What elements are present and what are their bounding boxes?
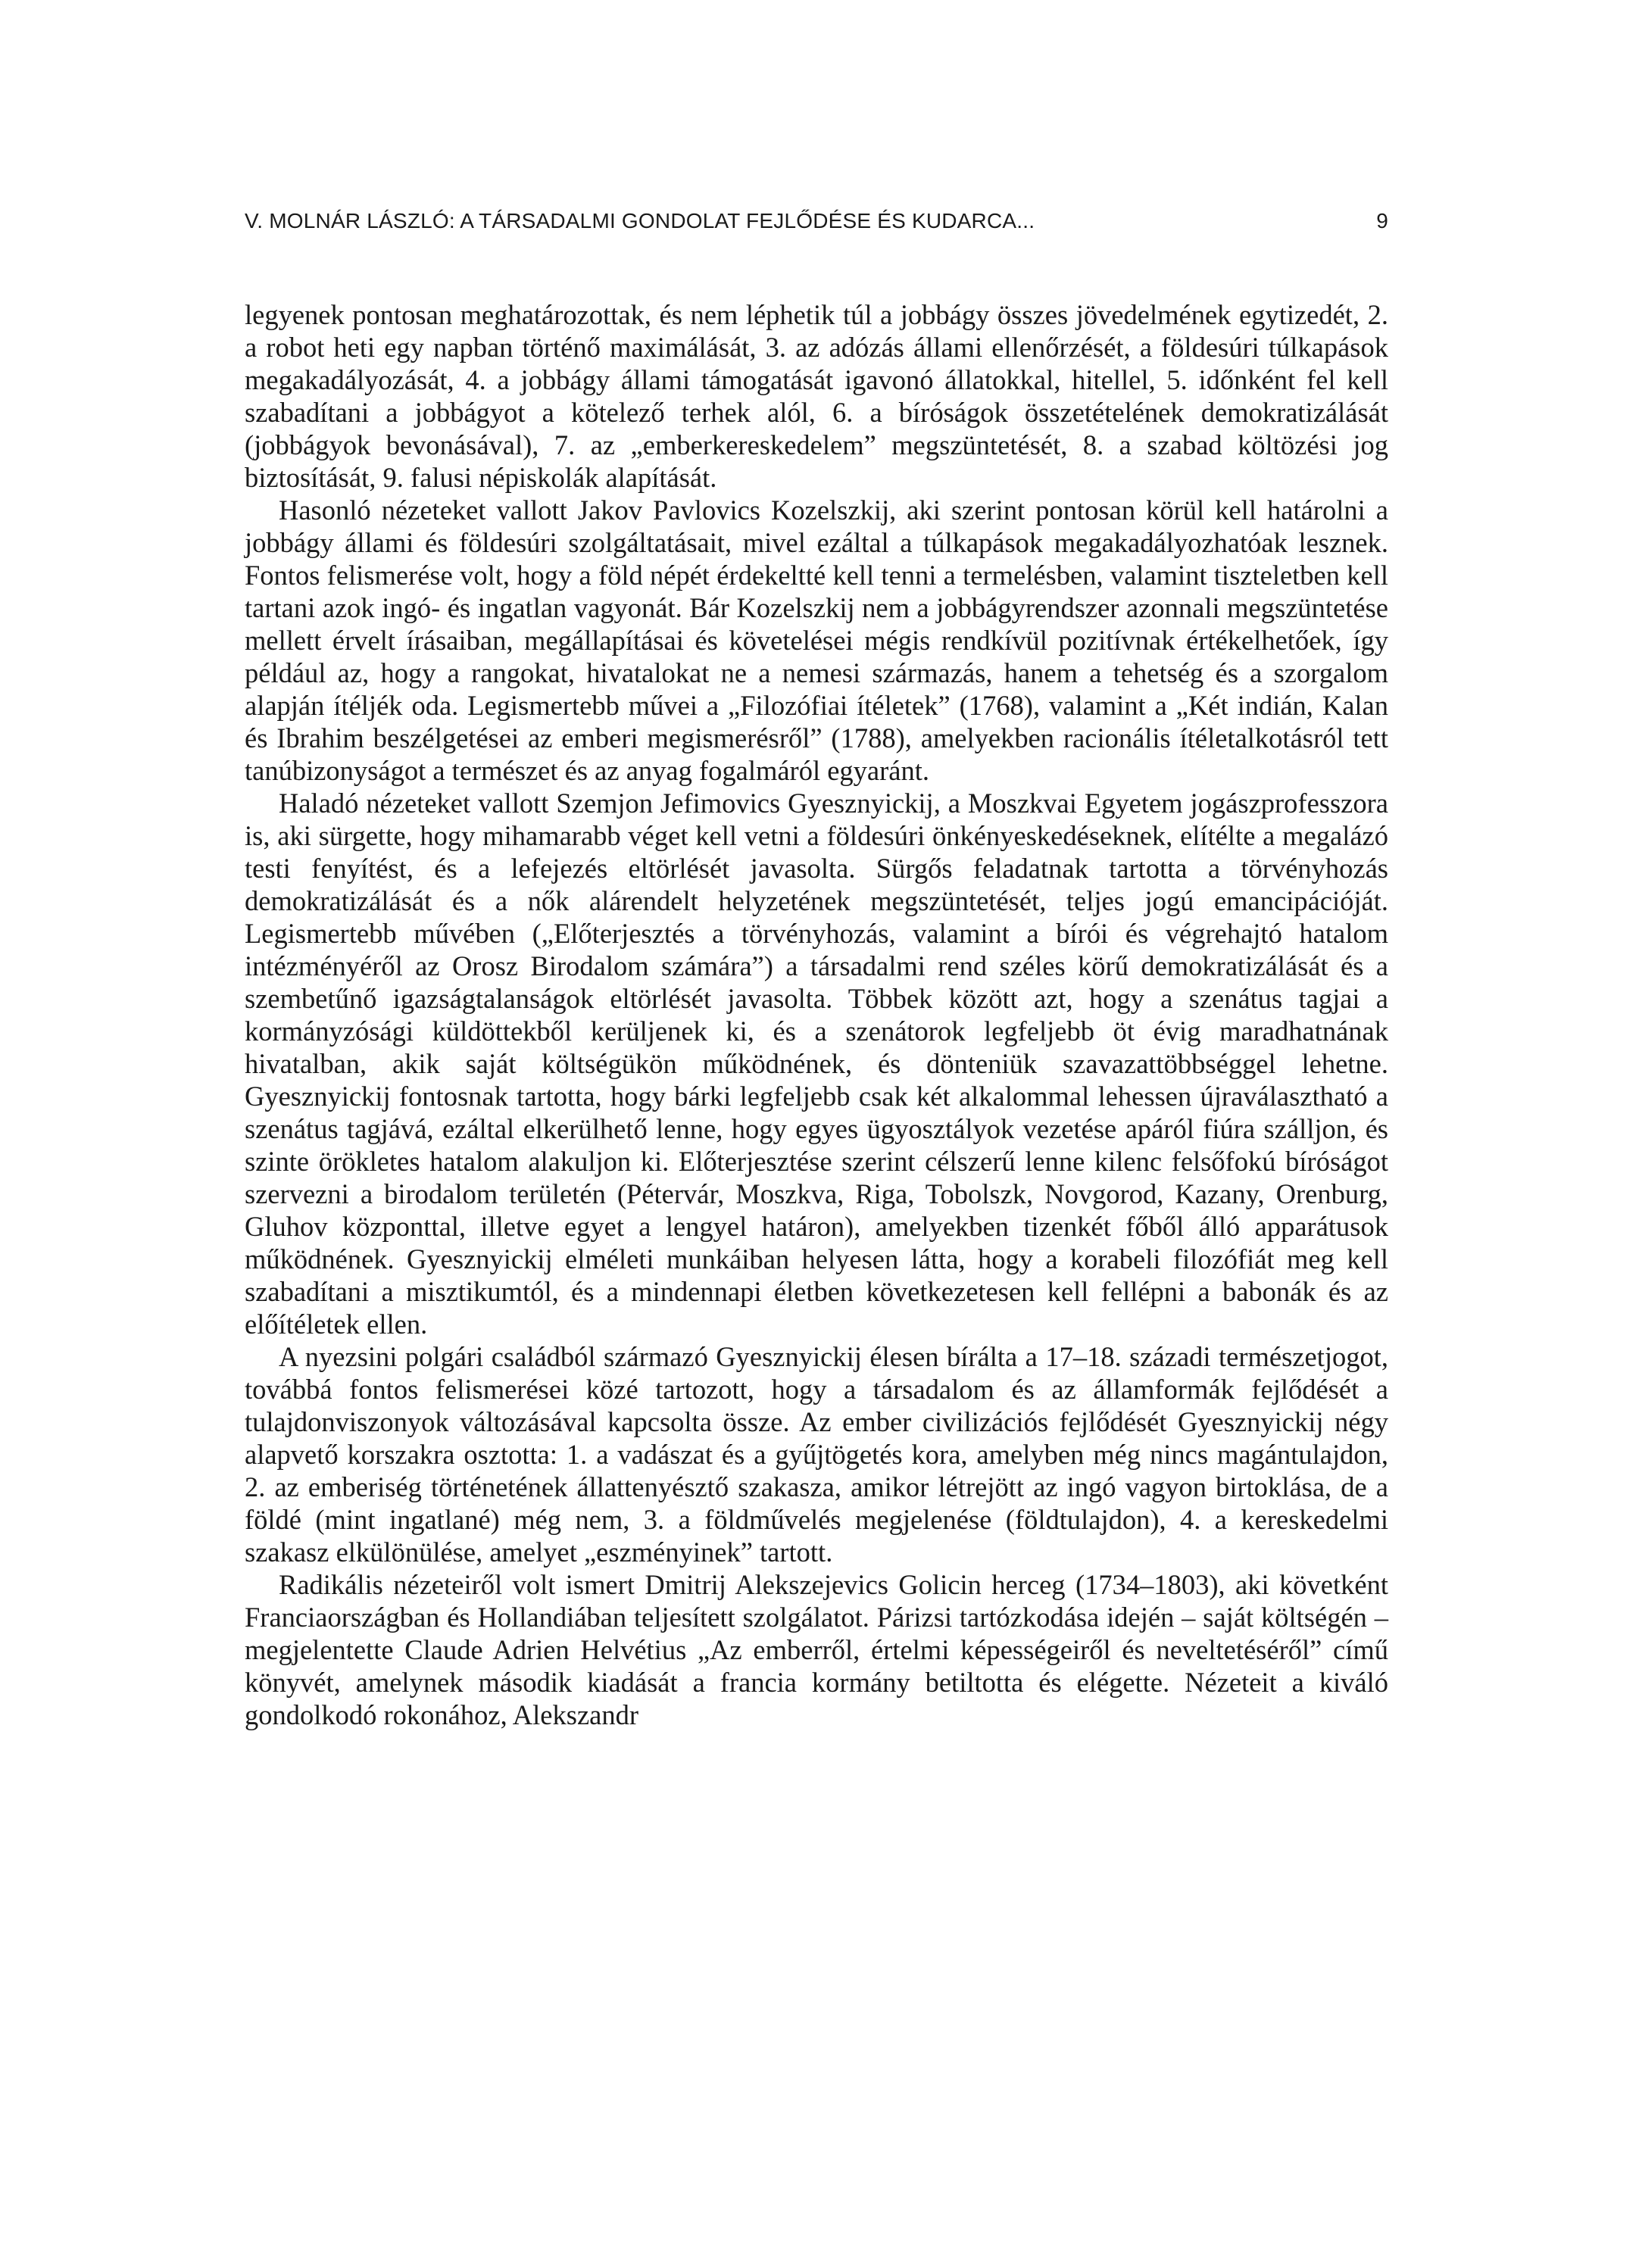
paragraph-gyesznyickij: Haladó nézeteket vallott Szemjon Jefimovics Gyesznyickij, a Moszkvai Egyetem jogászprofesszora is, aki sürgette, hogy mihamarabb véget kell vetni a földesúri önkényeskedéseknek, elítélte a megalázó testi fenyítést, és a lefejezés eltörlését javasolta. Sürgős feladatnak tartotta a törvényhozás demokratizálását és a nők alárendelt helyzetének megszüntetését, teljes jogú emancipációját. Legismertebb művében („Előterjesztés a törvényhozás, valamint a bírói és végrehajtó hatalom intézményéről az Orosz Birodalom számára”) a társadalmi rend széles körű demokratizálását és a szembetűnő igazságtalanságok eltörlését javasolta. Többek között azt, hogy a szenátus tagjai a kormányzósági küldöttekből kerüljenek ki, és a szenátorok legfeljebb öt évig maradhatnának hivatalban, akik saját költségükön működnének, és dönteniük szavazattöbbséggel lehetne. Gyesznyickij fontosnak tartotta, hogy bárki legfeljebb csak két alkalommal lehessen újraválasztható a szenátus tagjává, ezáltal elkerülhető lenne, hogy egyes ügyosztályok vezetése apáról fiúra szálljon, és szinte örökletes hatalom alakuljon ki. Előterjesztése szerint célszerű lenne kilenc felsőfokú bíróságot szervezni a birodalom területén (Pétervár, Moszkva, Riga, Tobolszk, Novgorod, Kazany, Orenburg, Gluhov központtal, illetve egyet a lengyel határon), amelyekben tizenkét főből álló apparátusok működnének. Gyesznyickij elméleti munkáiban helyesen látta, hogy a korabeli filozófiát meg kell szabadítani a misztikumtól, és a mindennapi életben következetesen kell fellépni a babonák és az előítéletek ellen.	[245, 788, 1388, 1340]
running-header	[245, 203, 1388, 239]
paragraph-civilization-stages: A nyezsini polgári családból származó Gyesznyickij élesen bírálta a 17–18. századi természetjogot, továbbá fontos felismerései közé tartozott, hogy a társadalom és az államformák fejlődését a tulajdonviszonyok változásával kapcsolta össze. Az ember civilizációs fejlődését Gyesznyickij négy alapvető korszakra osztotta: 1. a vadászat és a gyűjtögetés kora, amelyben még nincs magántulajdon, 2. az emberiség történetének állattenyésztő szakasza, amikor létrejött az ingó vagyon birtoklása, de a földé (mint ingatlané) még nem, 3. a földművelés megjelenése (földtulajdon), 4. a kereskedelmi szakasz elkülönülése, amelyet „eszményinek” tartott.	[245, 1341, 1388, 1568]
running-title: V. MOLNÁR LÁSZLÓ: A TÁRSADALMI GONDOLAT FEJLŐDÉSE ÉS KUDARCA...	[245, 209, 1035, 232]
body-text	[245, 298, 1388, 1731]
paragraph-kozelszkij: Hasonló nézeteket vallott Jakov Pavlovics Kozelszkij, aki szerint pontosan körül kell határolni a jobbágy állami és földesúri szolgáltatásait, mivel ezáltal a túlkapások megakadályozhatóak lesznek. Fontos felismerése volt, hogy a föld népét érdekeltté kell tenni a termelésben, valamint tiszteletben kell tartani azok ingó- és ingatlan vagyonát. Bár Kozelszkij nem a jobbágyrendszer azonnali megszüntetése mellett érvelt írásaiban, megállapításai és követelései mégis rendkívül pozitívnak értékelhetőek, így például az, hogy a rangokat, hivatalokat ne a nemesi származás, hanem a tehetség és a szorgalom alapján ítéljék oda. Legismertebb művei a „Filozófiai ítéletek” (1768), valamint a „Két indián, Kalan és Ibrahim beszélgetései az emberi megismerésről” (1788), amelyekben racionális ítéletalkotásról tett tanúbizonyságot a természet és az anyag fogalmáról egyaránt.	[245, 494, 1388, 786]
page-number: 9	[1376, 209, 1388, 232]
paragraph-golicin: Radikális nézeteiről volt ismert Dmitrij Alekszejevics Golicin herceg (1734–1803), aki követként Franciaországban és Hollandiában teljesített szolgálatot. Párizsi tartózkodása idején – saját költségén – megjelentette Claude Adrien Helvétius „Az emberről, értelmi képességeiről és neveltetéséről” című könyvét, amelynek második kiadását a francia kormány betiltotta és elégette. Nézeteit a kiváló gondolkodó rokonához, Alekszandr	[245, 1569, 1388, 1730]
paragraph-continued: legyenek pontosan meghatározottak, és nem léphetik túl a jobbágy összes jövedelmének egytizedét, 2. a robot heti egy napban történő maximálását, 3. az adózás állami ellenőrzését, a földesúri túlkapások megakadályozását, 4. a jobbágy állami támogatását igavonó állatokkal, hitellel, 5. időnként fel kell szabadítani a jobbágyot a kötelező terhek alól, 6. a bíróságok összetételének demokratizálását (jobbágyok bevonásával), 7. az „emberkereskedelem” megszüntetését, 8. a szabad költözési jog biztosítását, 9. falusi népiskolák alapítását.	[245, 299, 1388, 493]
